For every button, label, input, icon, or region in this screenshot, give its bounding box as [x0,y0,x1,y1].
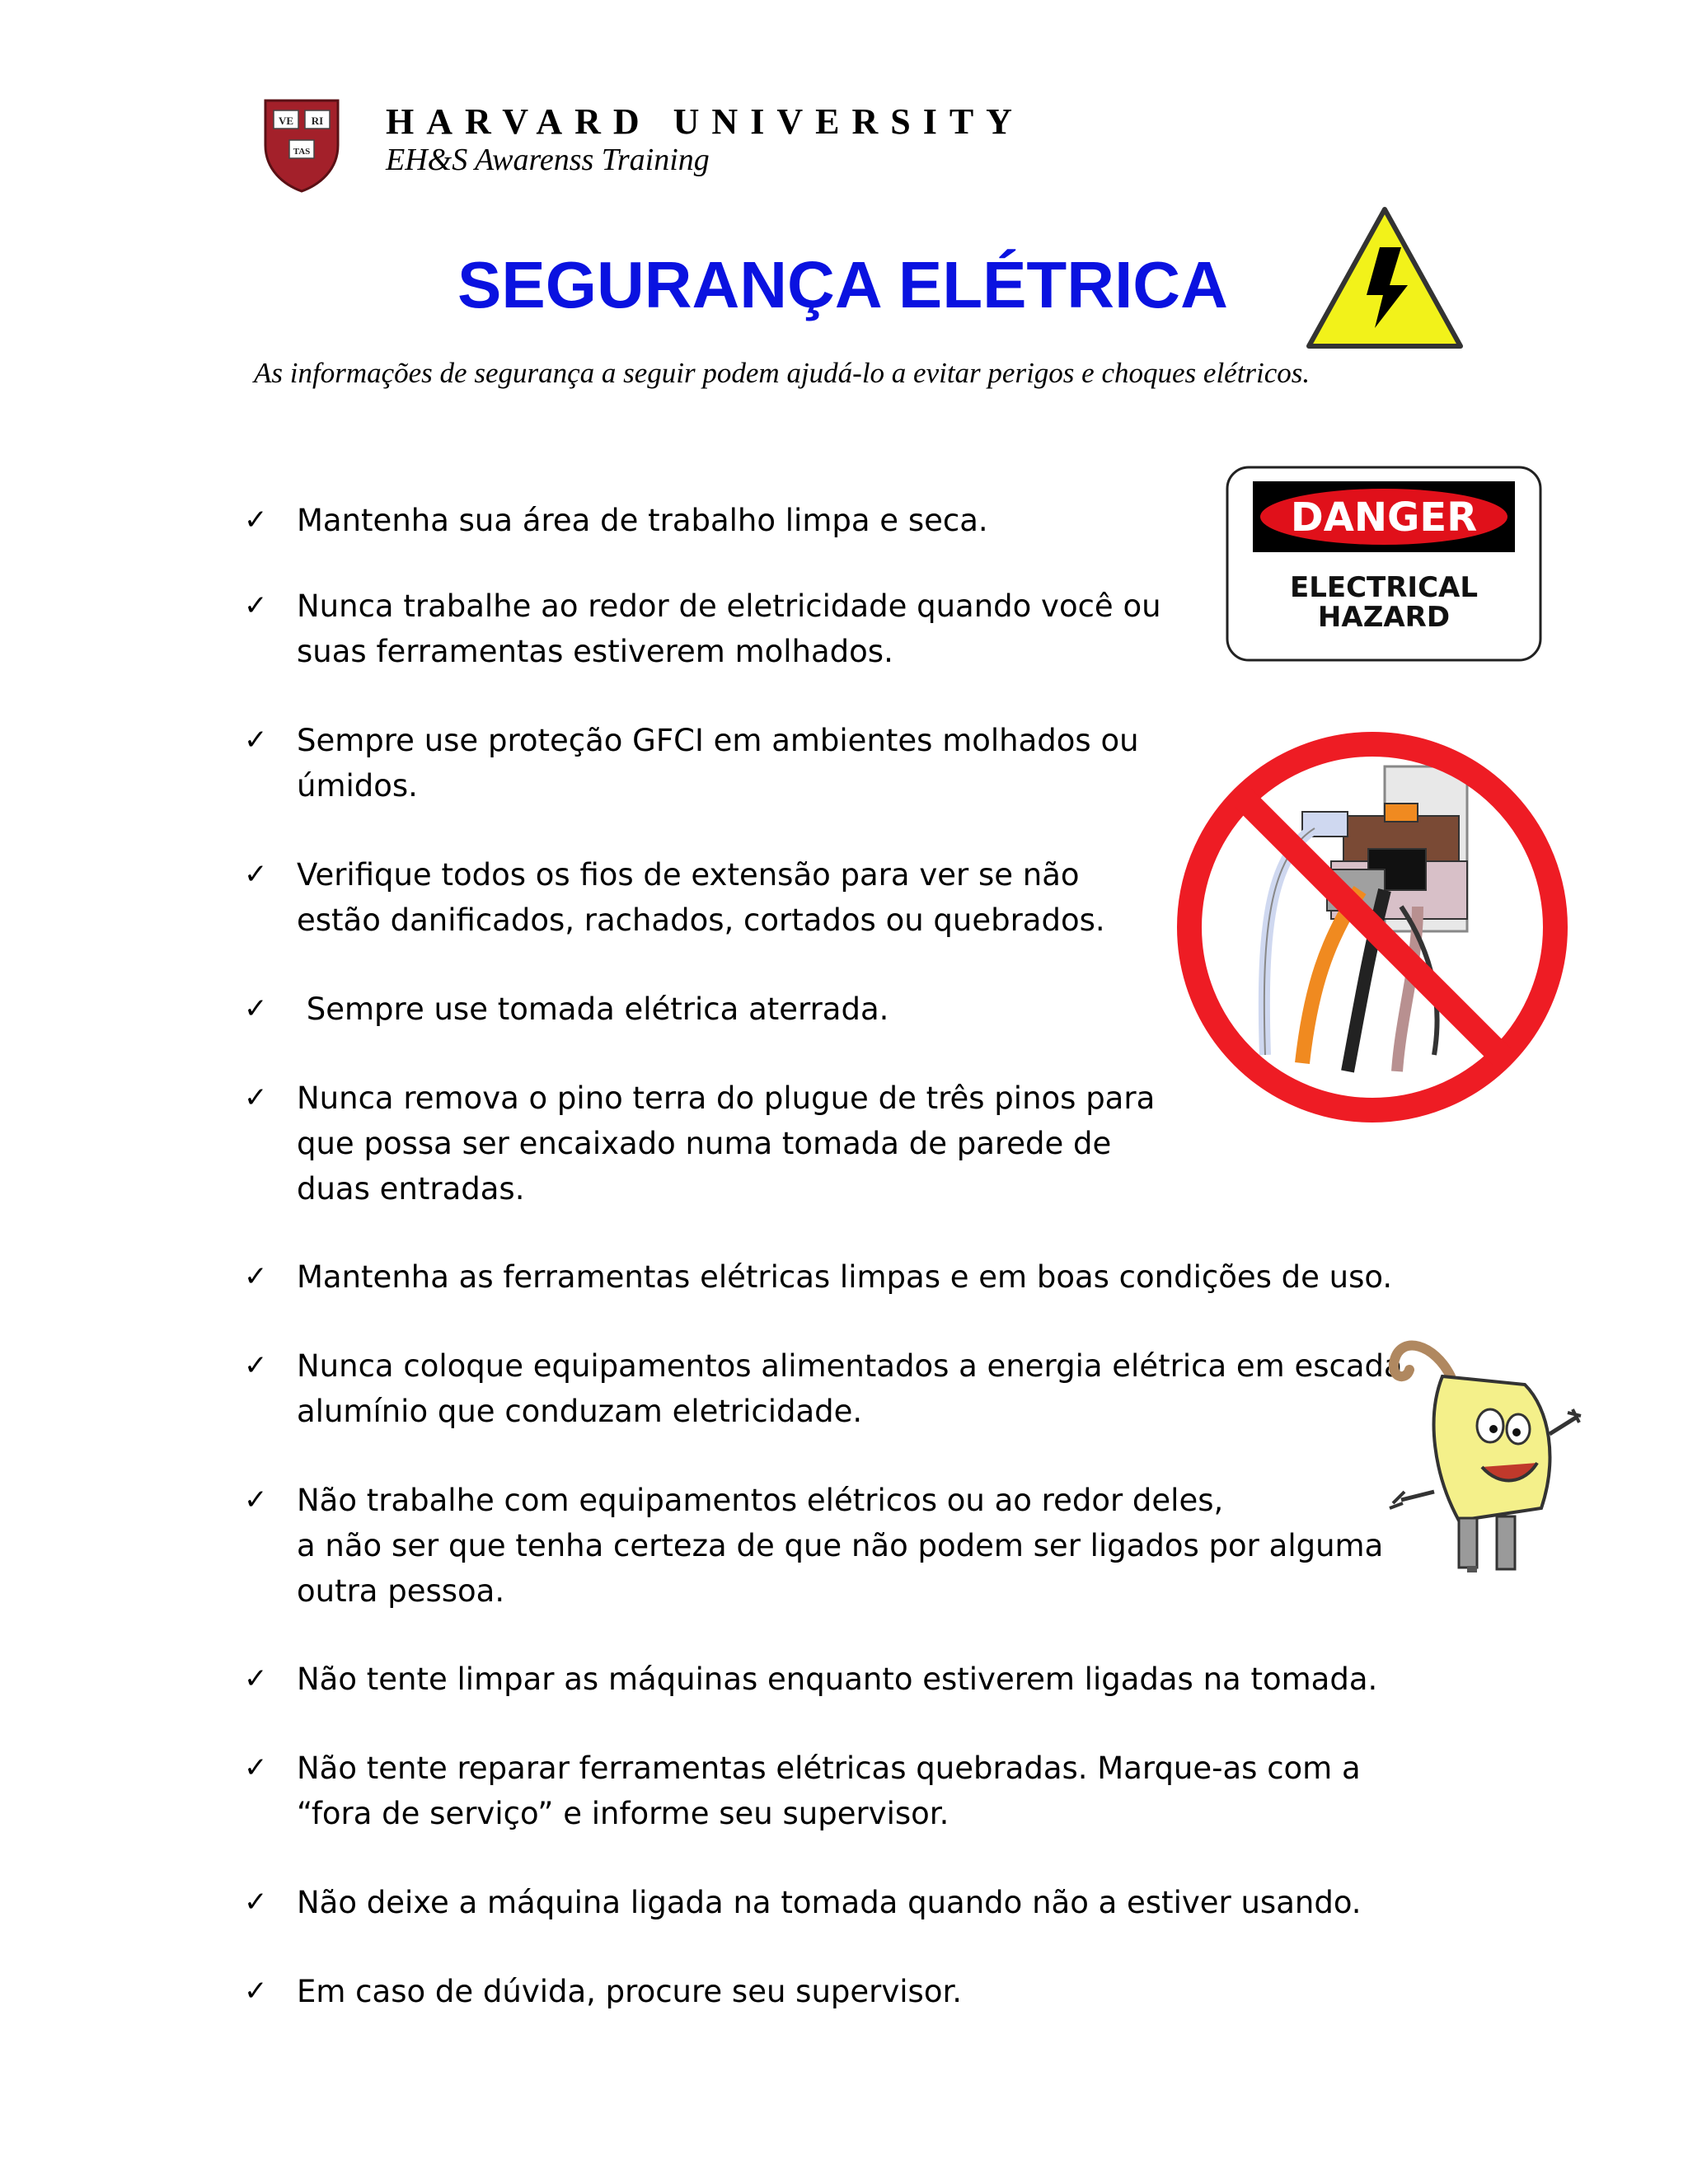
checkmark-icon: ✓ [244,1662,268,1695]
checkmark-icon: ✓ [244,1975,268,2008]
checklist-item-line: suas ferramentas estiverem molhados. [297,634,893,669]
checkmark-icon: ✓ [244,1886,268,1919]
checklist-item-line: estão danificados, rachados, cortados ou quebrados. [297,902,1105,938]
checklist-item-line: Em caso de dúvida, procure seu supervisor. [297,1974,963,2009]
overloaded-outlet-prohibited-icon [1170,725,1574,1129]
checklist-item-line: Não deixe a máquina ligada na tomada quando não a estiver usando. [297,1885,1362,1920]
checklist-item-line: Verifique todos os fios de extensão para ver se não [297,857,1080,893]
danger-electrical-hazard-sign [1225,465,1543,663]
checklist-item-line: Não trabalhe com equipamentos elétricos ou ao redor deles, [297,1483,1224,1518]
danger-line-1: ELECTRICAL [1289,571,1479,604]
checklist-item-line: Nunca trabalhe ao redor de eletricidade quando você ou [297,588,1161,624]
checklist-item-line: Sempre use tomada elétrica aterrada. [297,991,889,1027]
danger-heading: DANGER [1290,494,1478,541]
checklist-item-line: Não tente reparar ferramentas elétricas quebradas. Marque-as com a [297,1750,1361,1786]
checklist-item-line: que possa ser encaixado numa tomada de parede de [297,1126,1112,1161]
checklist-item-line: Mantenha sua área de trabalho limpa e seca. [297,503,988,538]
checklist-item-line: “fora de serviço” e informe seu supervisor. [297,1796,950,1831]
intro-text: As informações de segurança a seguir podem ajudá-lo a evitar perigos e choques elétricos. [254,357,1311,389]
shield-text-tas: TAS [293,147,311,157]
checklist-item-line: outra pessoa. [297,1573,505,1609]
checklist-item-line: a não ser que tenha certeza de que não podem ser ligados por alguma [297,1528,1384,1563]
checklist-item-line: Não tente limpar as máquinas enquanto estiverem ligadas na tomada. [297,1661,1378,1697]
checklist-item-line: Nunca remova o pino terra do plugue de três pinos para [297,1080,1156,1116]
checkmark-icon: ✓ [244,1483,268,1516]
checkmark-icon: ✓ [244,1349,268,1382]
checklist-item-line: alumínio que conduzam eletricidade. [297,1394,863,1429]
harvard-shield-logo [262,97,341,194]
org-subtitle: EH&S Awarenss Training [386,143,710,177]
danger-line-2: HAZARD [1317,601,1451,634]
checkmark-icon: ✓ [244,1260,268,1293]
checkmark-icon: ✓ [244,992,268,1025]
checklist-item-line: úmidos. [297,768,418,804]
checkmark-icon: ✓ [244,1751,268,1784]
org-name: HARVARD UNIVERSITY [386,101,1025,142]
checklist-item-line: duas entradas. [297,1171,525,1207]
checkmark-icon: ✓ [244,1081,268,1114]
checkmark-icon: ✓ [244,589,268,622]
shield-text-ve: VE [278,115,294,127]
plug-cartoon-icon [1385,1327,1582,1582]
checklist-item-line: Mantenha as ferramentas elétricas limpas e em boas condições de uso. [297,1259,1393,1295]
checklist-item-line: Nunca coloque equipamentos alimentados a energia elétrica em escada [297,1348,1403,1384]
shield-text-ri: RI [311,115,324,127]
page-title: SEGURANÇA ELÉTRICA [457,248,1228,321]
high-voltage-warning-icon [1304,204,1465,353]
checkmark-icon: ✓ [244,858,268,891]
checkmark-icon: ✓ [244,504,268,537]
checklist-item-line: Sempre use proteção GFCI em ambientes molhados ou [297,723,1139,758]
checkmark-icon: ✓ [244,724,268,757]
